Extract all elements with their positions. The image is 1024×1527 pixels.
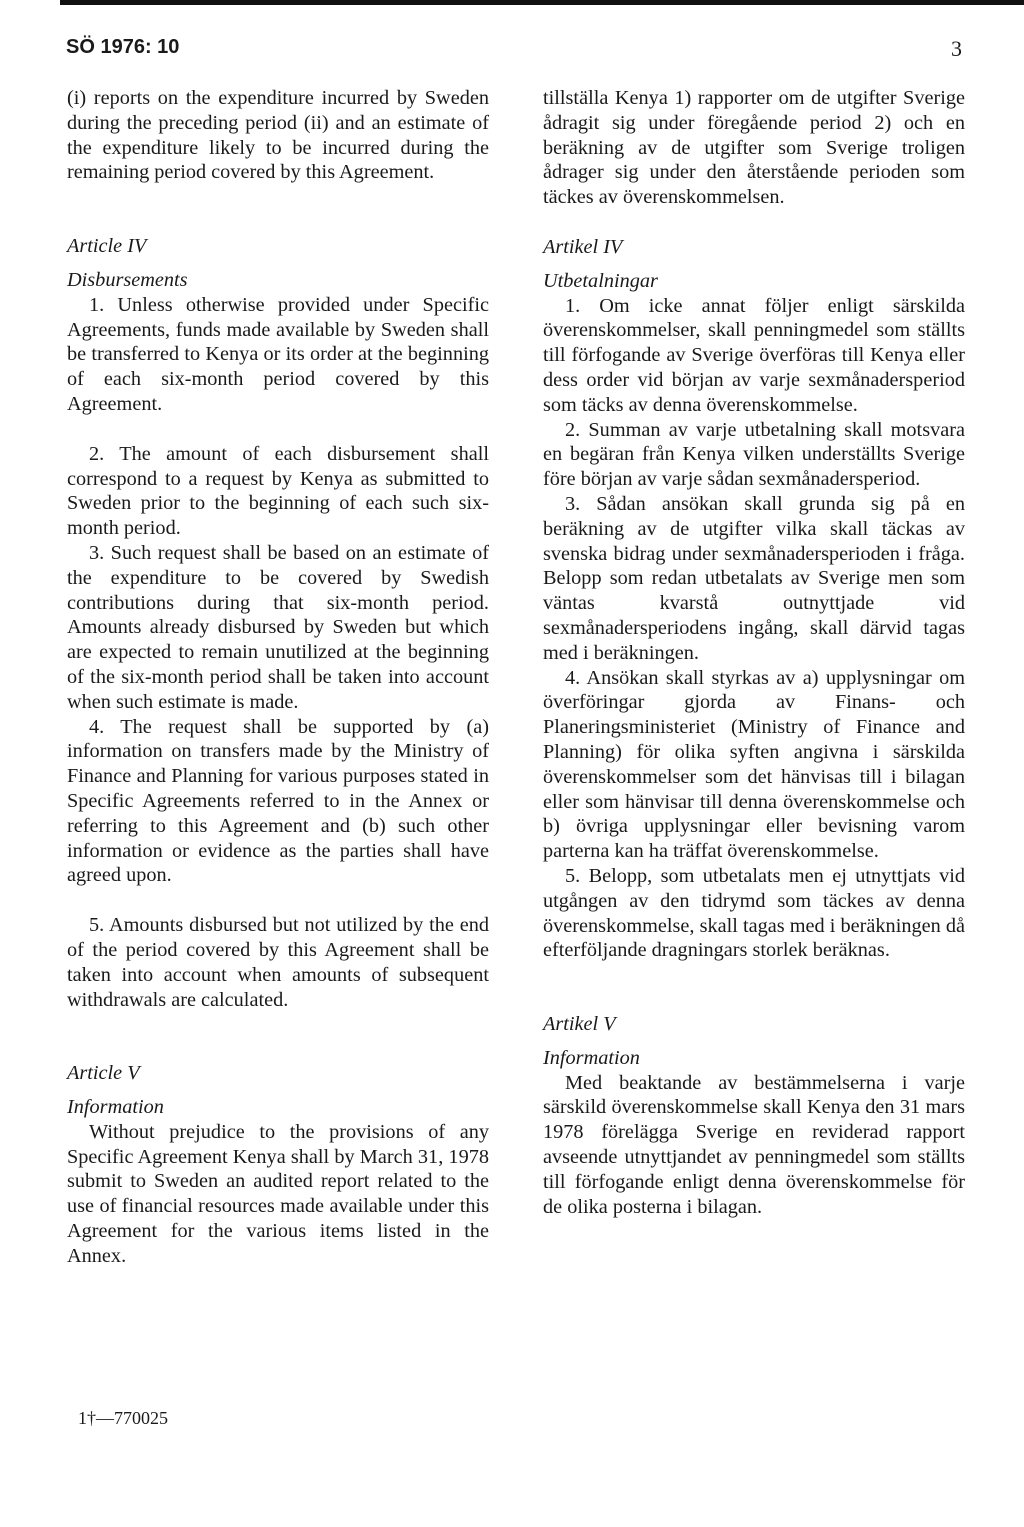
swedish-article-iv-paragraph-4: 4. Ansökan skall styrkas av a) upplysningar om överföringar gjorda av Finans- och Planeringsministeriet (Ministry of Finance and Planning) för olika syften angivna i särskilda överenskommelser som det hänvisas till i bilagan eller som hänvisar till denna överenskommelse och b) övriga upplysningar eller bevisning varom parterna kan ha träffat överenskommelse. [543,666,965,863]
swedish-column [543,86,965,1219]
swedish-intro-paragraph: tillställa Kenya 1) rapporter om de utgifter Sverige ådragit sig under föregående period 2) och en beräkning av de utgifter som Sverige troligen ådrager sig under den återstående perioden som täckes av överenskommelsen. [543,87,965,209]
swedish-article-v-subheading: Information [543,1046,640,1069]
page-number: 3 [951,36,962,61]
english-article-iv-paragraph-3: 3. Such request shall be based on an estimate of the expenditure to be covered by Swedish contributions during that six-month period. Amounts already disbursed by Sweden but which are expected to remain unutilized at the beginning of the six-month period shall be taken into account when such estimate is made. [67,541,489,713]
swedish-article-iv-subheading: Utbetalningar [543,269,658,292]
swedish-article-iv-paragraph-2: 2. Summan av varje utbetalning skall motsvara en begäran från Kenya vilken underställts Sverige före början av varje sådan sexmånadersperiod. [543,418,965,491]
page-header [66,36,962,66]
swedish-article-iv-paragraph-5: 5. Belopp, som utbetalats men ej utnyttjats vid utgången av den tidrymd som täckes av denna överenskommelse, skall tagas med i beräkningen då efterföljande dragningars storlek beräknas. [543,864,965,962]
english-column [67,86,489,1269]
english-article-v-heading: Article V [67,1062,140,1085]
swedish-article-v-heading: Artikel V [543,1013,616,1036]
english-article-iv-paragraph-4: 4. The request shall be supported by (a) information on transfers made by the Ministry of Finance and Planning for various purposes stated in Specific Agreements referred to in the Annex or referring to this Agreement and (b) such other information or evidence as the parties shall have agreed upon. [67,715,489,887]
swedish-article-iv-paragraph-1: 1. Om icke annat följer enligt särskilda överenskommelser, skall penningmedel som ställts till förfogande av Sverige överföras till Kenya eller dess order vid början av varje sexmånadersperiod som täcks av denna överenskommelse. [543,294,965,416]
english-intro-paragraph: (i) reports on the expenditure incurred by Sweden during the preceding period (ii) and an estimate of the expenditure likely to be incurred during the remaining period covered by this Agreement. [67,87,489,184]
swedish-article-v-paragraph-1: Med beaktande av bestämmelserna i varje särskild överenskommelse skall Kenya den 31 mars 1978 förelägga Sverige en reviderad rapport avseende utnyttjandet av penningmedel som ställts till förfogande enligt denna överenskommelse för de olika posterna i bilagan. [543,1071,965,1218]
english-article-iv-heading: Article IV [67,235,147,258]
swedish-article-iv-paragraph-3: 3. Sådan ansökan skall grunda sig på en beräkning av de utgifter vilka skall täckas av svenska bidrag under sexmånadersperioden i fråga. Belopp som redan utbetalats av Sverige men som väntas kvarstå outnyttjade vid sexmånadersperiodens ingång, skall därvid tagas med i beräkningen. [543,492,965,664]
print-code: 1†—770025 [78,1408,168,1428]
english-article-v-paragraph-1: Without prejudice to the provisions of any Specific Agreement Kenya shall by March 31, 1978 submit to Sweden an audited report related to the use of financial resources made available under this Agreement for the various items listed in the Annex. [67,1120,489,1267]
english-article-iv-paragraph-1: 1. Unless otherwise provided under Specific Agreements, funds made available by Sweden shall be transferred to Kenya or its order at the beginning of each six-month period covered by this Agreement. [67,293,489,415]
document-id: SÖ 1976: 10 [66,36,180,58]
english-article-v-subheading: Information [67,1096,164,1119]
english-article-iv-paragraph-5: 5. Amounts disbursed but not utilized by the end of the period covered by this Agreement shall be taken into account when amounts of subsequent withdrawals are calculated. [67,914,489,1011]
english-article-iv-subheading: Disbursements [67,268,188,291]
swedish-article-iv-heading: Artikel IV [543,235,623,258]
english-article-iv-paragraph-2: 2. The amount of each disbursement shall correspond to a request by Kenya as submitted to Sweden prior to the beginning of each such six-month period. [67,442,489,540]
top-rule [60,0,1024,5]
